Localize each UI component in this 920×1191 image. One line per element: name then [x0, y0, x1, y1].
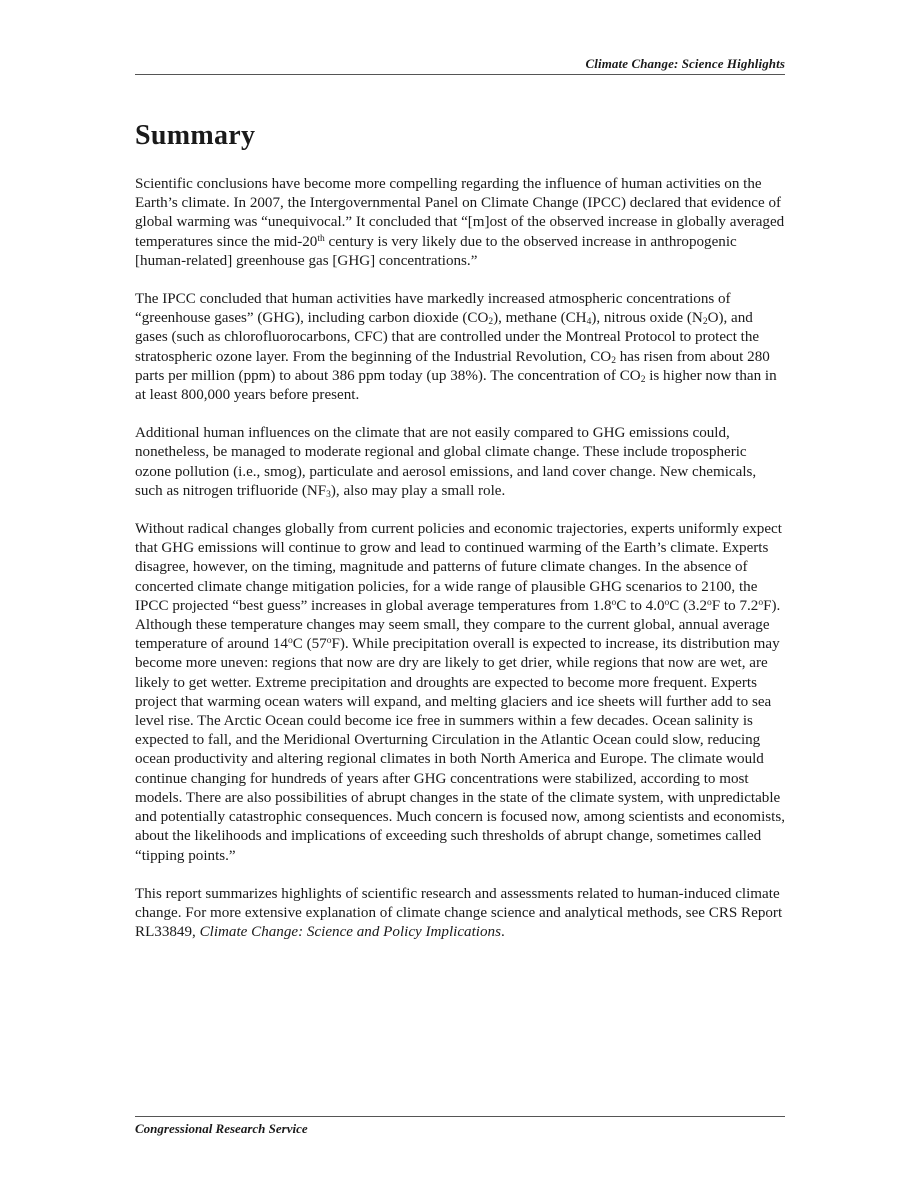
page-footer: Congressional Research Service: [135, 1121, 308, 1136]
footer-divider: [135, 1116, 785, 1117]
paragraph-ipcc-conclusion: Scientific conclusions have become more compelling regarding the influence of human activities on the Earth’s climate. In 2007, the Intergovernmental Panel on Climate Change (IPCC) declared that evidence of global warming was “unequivocal.” It concluded that “[m]ost of the observed increase in globally averaged temperatures since the mid-20th century is very likely due to the observed increase in anthropogenic [human-related] greenhouse gas [GHG] concentrations.”: [135, 176, 785, 269]
paragraph-greenhouse-gases: The IPCC concluded that human activities have markedly increased atmospheric concentrations of “greenhouse gases” (GHG), including carbon dioxide $(CO_2)$, methane $(CH_4)$, nitrous oxide $(N_2O)$, and gases (such as chlorofluorocarbons, CFC) that are controlled under the Montreal Protocol to protect the stratospheric ozone layer. From the beginning of the Industrial Revolution, $CO_2$ has risen from about 280 parts per million (ppm) to about 386 ppm today (up 38%). The concentration of $CO_2$ is higher now than in at least 800,000 years before present.: [135, 291, 777, 404]
section-title: Summary: [135, 120, 256, 151]
summary-body: [135, 175, 786, 961]
running-header: Climate Change: Science Highlights: [585, 56, 785, 71]
paragraph-projections: Without radical changes globally from current policies and economic trajectories, experts uniformly expect that GHG emissions will continue to grow and lead to continued warming of the Earth’s climate. Experts disagree, however, on the timing, magnitude and patterns of future climate changes. In the absence of concerted climate change mitigation policies, for a wide range of plausible GHG scenarios to 2100, the IPCC projected “best guess” increases in global average temperatures from 1.8$^o$C to 4.0$^o$C (3.2$^o$F to 7.2$^o$F). Although these temperature changes may seem small, they compare to the current global, annual average temperature of around 14$^o$C (57$^o$F). While precipitation overall is expected to increase, its distribution may become more uneven: regions that now are dry are likely to get drier, while regions that now are wet, are likely to get wetter. Extreme precipitation and droughts are expected to become more frequent. Experts project that warming ocean waters will expand, and melting glaciers and ice sheets will further add to sea level rise. The Arctic Ocean could become ice free in summers within a few decades. Ocean salinity is expected to fall, and the Meridional Overturning Circulation in the Atlantic Ocean could slow, reducing ocean productivity and altering regional climates in both North America and Europe. The climate would continue changing for hundreds of years after GHG concentrations were stabilized, according to most models. There are also possibilities of abrupt changes in the state of the climate system, with unpredictable and potentially catastrophic consequences. Much concern is focused now, among scientists and economists, about the likelihoods and implications of exceeding such thresholds of abrupt change, sometimes called “tipping points.”: [135, 521, 785, 864]
paragraph-additional-influences: Additional human influences on the climate that are not easily compared to GHG emissions could, nonetheless, be managed to moderate regional and global climate change. These include tropospheric ozone pollution (i.e., smog), particulate and aerosol emissions, and land cover change. New chemicals, such as nitrogen trifluoride $(NF_3)$, also may play a small role.: [135, 425, 757, 500]
report-title-link: Climate Change: Science and Policy Implications: [199, 924, 501, 941]
paragraph-report-scope: This report summarizes highlights of scientific research and assessments related to human-induced climate change. For more extensive explanation of climate change science and analytical methods, see CRS Report RL33849, Climate Change: Science and Policy Implications.: [135, 885, 783, 941]
header-divider: [135, 74, 785, 75]
